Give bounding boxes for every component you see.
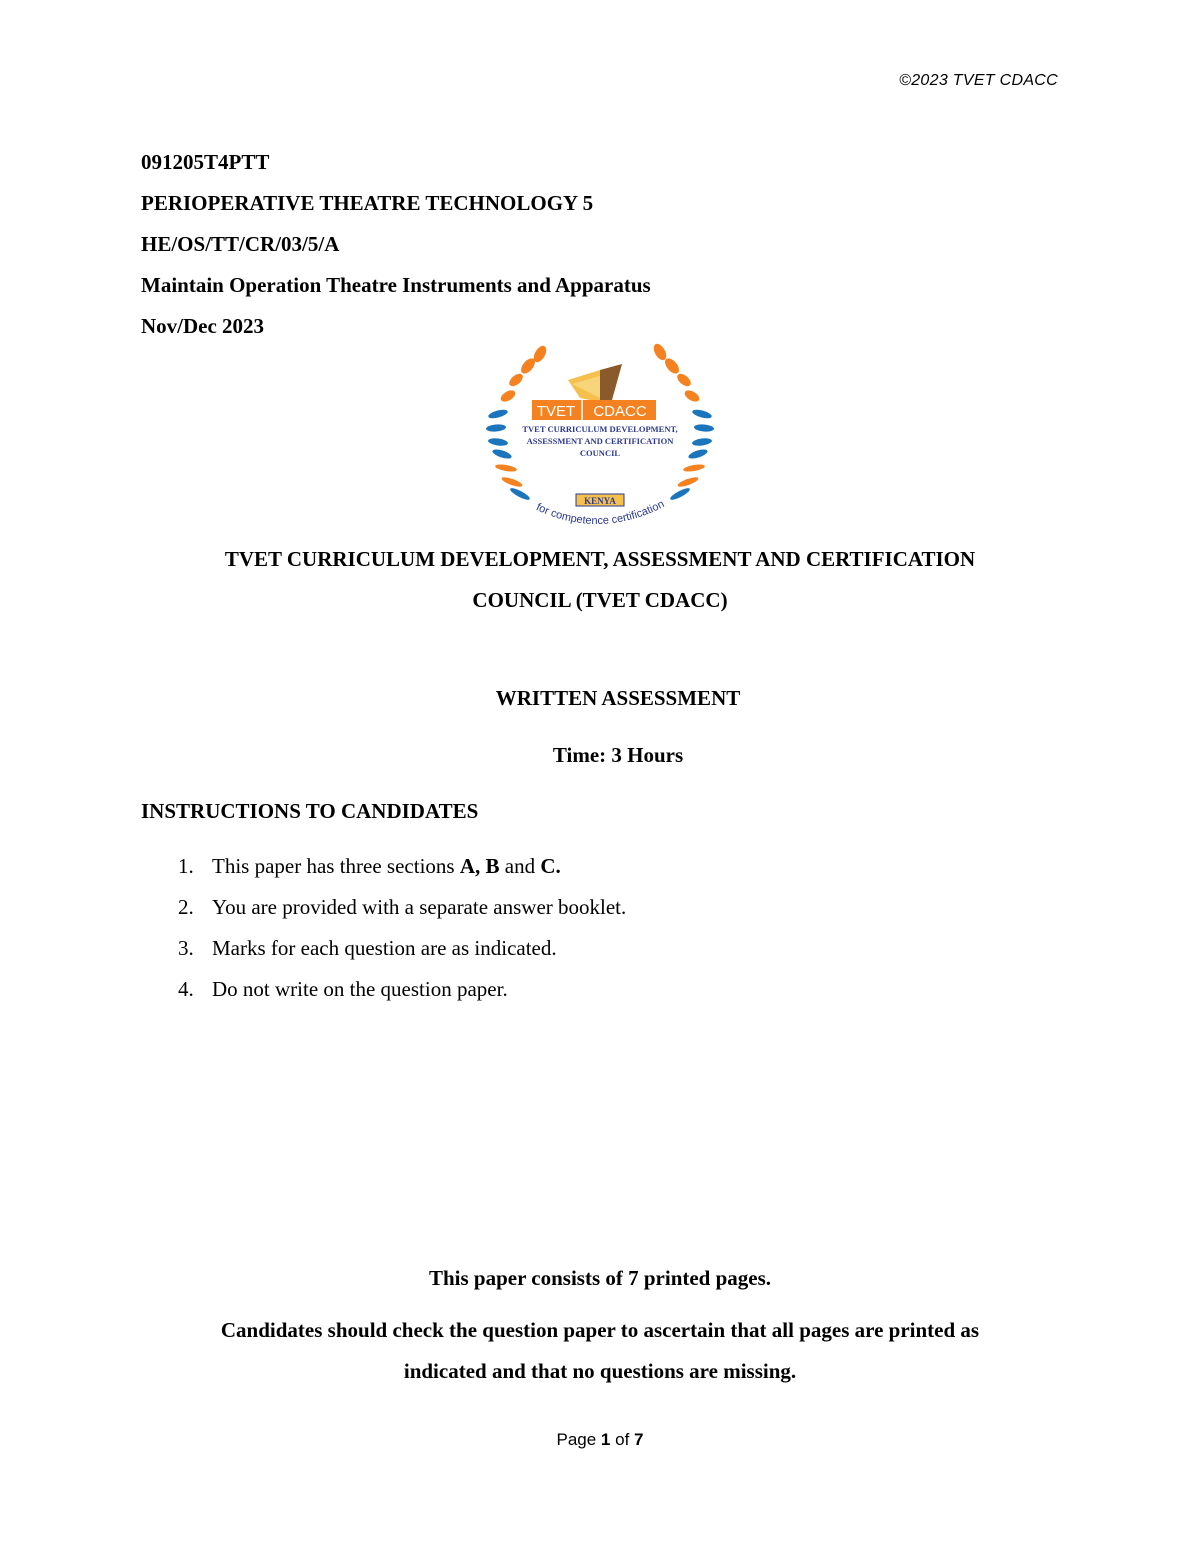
logo-line-2: ASSESSMENT AND CERTIFICATION [526,436,674,446]
left-wreath-blue [486,408,531,502]
page-count-note: This paper consists of 7 printed pages. [428,1266,772,1290]
council-line-1: TVET CURRICULUM DEVELOPMENT, ASSESSMENT AND CERTIFICATION [224,547,976,571]
instruction-item [141,892,1041,933]
page-total: 7 [634,1430,644,1449]
instruction-text: This paper has three sections [212,854,460,878]
instruction-item [141,933,1041,974]
instruction-number: 1. [178,854,194,878]
unit-title: Maintain Operation Theatre Instruments and Apparatus [141,273,651,297]
unit-code: HE/OS/TT/CR/03/5/A [141,232,340,256]
instruction-text: Do not write on the question paper. [212,977,508,1001]
check-pages-note [100,1310,1100,1392]
instruction-text: Marks for each question are as indicated. [212,936,557,960]
tvet-cdacc-logo [484,340,716,532]
copyright-header: ©2023 TVET CDACC [899,72,1058,89]
logo-graphic [484,340,716,532]
right-wreath-blue [669,408,714,502]
council-line-2: COUNCIL (TVET CDACC) [472,588,728,612]
logo-abbr-left: TVET [536,403,576,420]
assessment-title: WRITTEN ASSESSMENT [495,686,741,710]
book-emblem-icon [568,364,622,402]
check-note-line-1: Candidates should check the question paper to ascertain that all pages are printed as [220,1318,980,1342]
of-word: of [615,1430,630,1449]
page-footer [0,1430,1200,1450]
instructions-list [141,851,1041,1015]
paper-meta [141,142,1041,347]
council-name [100,539,1100,621]
instruction-item [141,851,1041,892]
assessment-time: Time: 3 Hours [552,743,684,767]
instruction-section-c: C. [540,854,561,878]
instruction-number: 4. [178,977,194,1001]
instruction-text: You are provided with a separate answer booklet. [212,895,627,919]
logo-line-3: COUNCIL [579,448,621,458]
logo-country: KENYA [584,496,616,506]
instruction-conjunction: and [499,854,541,878]
instruction-item [141,974,1041,1015]
page-current: 1 [600,1430,611,1449]
exam-session: Nov/Dec 2023 [141,314,265,338]
instructions-heading: INSTRUCTIONS TO CANDIDATES [141,799,479,823]
logo-line-1: TVET CURRICULUM DEVELOPMENT, [522,424,678,434]
subject-title: PERIOPERATIVE THEATRE TECHNOLOGY 5 [141,191,594,215]
instruction-number: 3. [178,936,194,960]
check-note-line-2: indicated and that no questions are missing. [403,1359,797,1383]
logo-motto: for competence certification [534,498,667,528]
instruction-number: 2. [178,895,194,919]
page-word: Page [556,1430,597,1449]
logo-abbr-right: CDACC [593,403,647,420]
instruction-sections: A, B [459,854,500,878]
paper-code: 091205T4PTT [141,150,270,174]
